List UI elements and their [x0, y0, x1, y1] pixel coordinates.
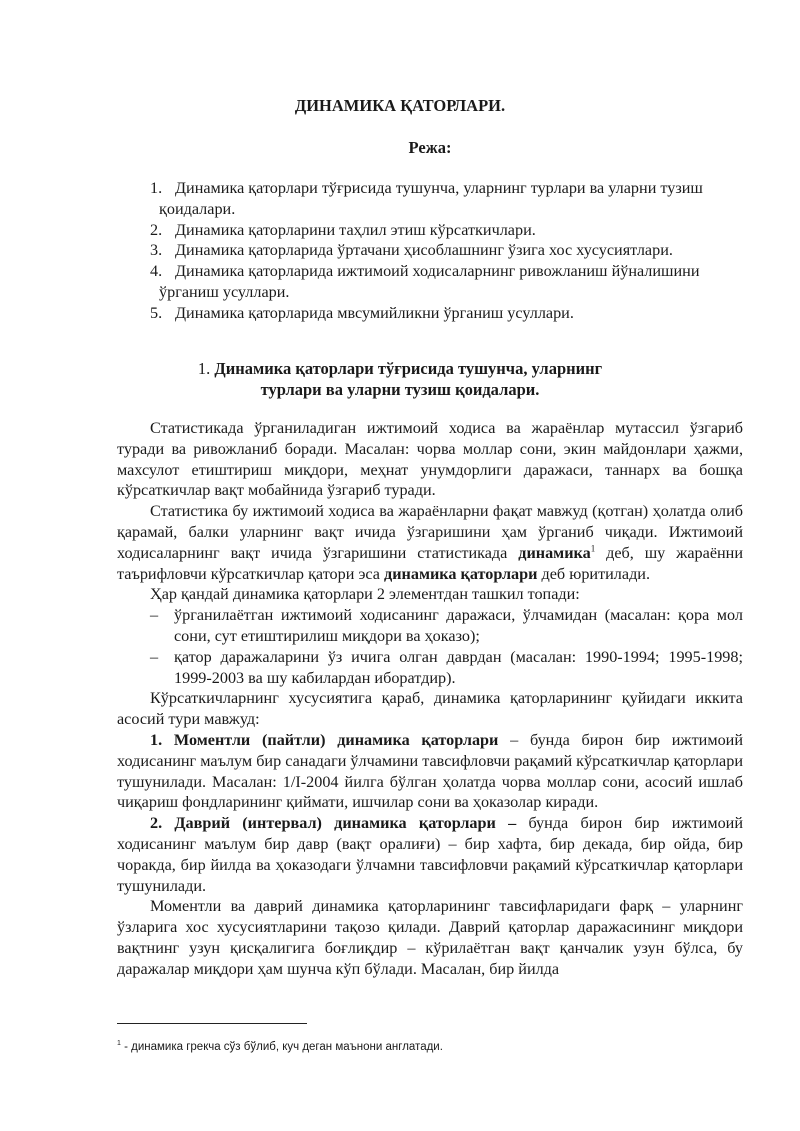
plan-item-text: Динамика қаторларини таҳлил этиш кўрсаткичлари. [175, 220, 536, 239]
section-number: 1. [197, 359, 211, 378]
paragraph [117, 501, 743, 584]
paragraph [117, 730, 743, 813]
dash-list [117, 605, 743, 688]
footnote-text: - динамика грекча сўз бўлиб, куч деган маънони англатади. [120, 1041, 443, 1053]
plan-item-number: 5. [150, 303, 163, 322]
plan-item [150, 220, 760, 241]
section-title-line1: Динамика қаторлари тўғрисида тушунча, уларнинг [214, 359, 603, 378]
plan-item [150, 303, 760, 324]
plan-item-number: 4. [150, 262, 163, 281]
plan-item-number: 1. [150, 179, 163, 197]
plan-item-text: Динамика қаторларида мвсумийликни ўрганиш усуллари. [175, 303, 574, 322]
paragraph-text: – бунда бирон бир ижтимоий ходисанинг маълум бир санадаги ўлчамини тавсифловчи рақамий кўрсаткичлар қаторлари тушунилади. Масалан: 1/I-2004 йилга бўлган ҳолатда чорва моллар сони, асосий ишлаб чиқариш фондларининг қиймати, ишчилар сони ва ҳоказолар киради. [117, 730, 743, 812]
dash-list-text: ўрганилаётган ижтимоий ходисанинг даражаси, ўлчамидан (масалан: қора мол сони, сут етиштирилиш миқдори ва ҳоказо); [174, 606, 743, 645]
paragraph: Статистикада ўрганиладиган ижтимоий ходиса ва жараёнлар мутассил ўзгариб туради ва ривожланиб боради. Масалан: чорва моллар сони, экин майдонлари ҳажми, махсулот етиштириш миқдори, меҳнат унумдорлиги даражаси, таннарх ва бошқа кўрсаткичлар вақт мобайнида ўзгариб туради. [117, 419, 743, 500]
term-interval-series: 2. Даврий (интервал) динамика қаторлари – [150, 814, 517, 833]
section-title-line2: турлари ва уларни тузиш қоидалари. [260, 379, 540, 399]
plan-item [150, 240, 760, 261]
paragraph-text: Статистика бу ижтимоий ходиса ва жараёнларни фақат мавжуд (қотган) ҳолатда олиб қарамай, балки уларнинг вақт ичида ўзгаришини ҳам ўрганиб чиқади. Ижтимоий ходисаларнинг вақт ичида ўзгаришини статистикада [117, 502, 743, 562]
paragraph-text: деб, шу жараённи таърифловчи кўрсаткичлар қатори эса [117, 543, 743, 583]
plan-item-text: Динамика қаторларида ижтимоий ходисаларнинг ривожланиш йўналишини [175, 262, 700, 281]
plan-item [150, 178, 760, 220]
term-dynamics: динамика [518, 543, 591, 562]
dash-list-item [117, 647, 743, 689]
plan-item-continuation: қоидалари. [159, 199, 236, 218]
page-title: ДИНАМИКА ҚАТОРЛАРИ. [294, 96, 506, 115]
paragraph: Моментли ва даврий динамика қаторларининг тавсифларидаги фарқ – уларнинг ўзларига хос хусусиятларини тақозо қилади. Даврий қаторлар даражасининг миқдори вақтнинг узун қисқалигига боғлиқдир – кўрилаётган вақт қанчалик узун бўлса, бу даражалар миқдори ҳам шунча кўп бўлади. Масалан, бир йилда [117, 897, 743, 978]
term-dynamic-series: динамика қаторлари [384, 564, 538, 583]
plan-list [150, 178, 760, 324]
body-text [117, 418, 743, 980]
plan-item-continuation: ўрганиш усуллари. [159, 282, 290, 301]
plan-heading: Режа: [408, 138, 452, 157]
footnote [117, 1040, 747, 1055]
paragraph [117, 813, 743, 896]
footnote-mark: 1 [117, 1040, 121, 1048]
dash-list-text: қатор даражаларини ўз ичига олган даврдан (масалан: 1990-1994; 1995-1998; 1999-2003 ва шу кабилардан иборатдир). [174, 647, 743, 687]
plan-item-number: 2. [150, 220, 163, 239]
plan-item-text: Динамика қаторларида ўртачани ҳисоблашнинг ўзига хос хусусиятлари. [175, 241, 673, 260]
paragraph-text: бунда бирон бир ижтимоий ходисанинг маълум бир давр (вақт оралиғи) – бир хафта, бир декада, бир ойда, бир чоракда, бир йилда ва ҳоказодаги ўлчамни тавсифловчи рақамий кўрсаткичлар қаторлари тушунилади. [117, 814, 743, 895]
paragraph: Ҳар қандай динамика қаторлари 2 элементдан ташкил топади: [150, 585, 580, 604]
section-heading [150, 359, 650, 401]
paragraph-text: деб юритилади. [537, 564, 651, 583]
plan-item-number: 3. [150, 241, 163, 260]
dash-marker: – [150, 647, 159, 666]
plan-item [150, 261, 760, 303]
dash-list-item [117, 605, 743, 647]
footnote-reference[interactable]: 1 [590, 543, 596, 554]
dash-marker: – [150, 606, 159, 625]
plan-item-text: Динамика қаторлари тўғрисида тушунча, уларнинг турлари ва уларни тузиш [175, 179, 703, 197]
paragraph: Кўрсаткичларнинг хусусиятига қараб, динамика қаторларининг қуйидаги иккита асосий тури мавжуд: [117, 689, 743, 729]
term-moment-series: 1. Моментли (пайтли) динамика қаторлари [150, 730, 499, 749]
footnote-separator [117, 1023, 307, 1024]
